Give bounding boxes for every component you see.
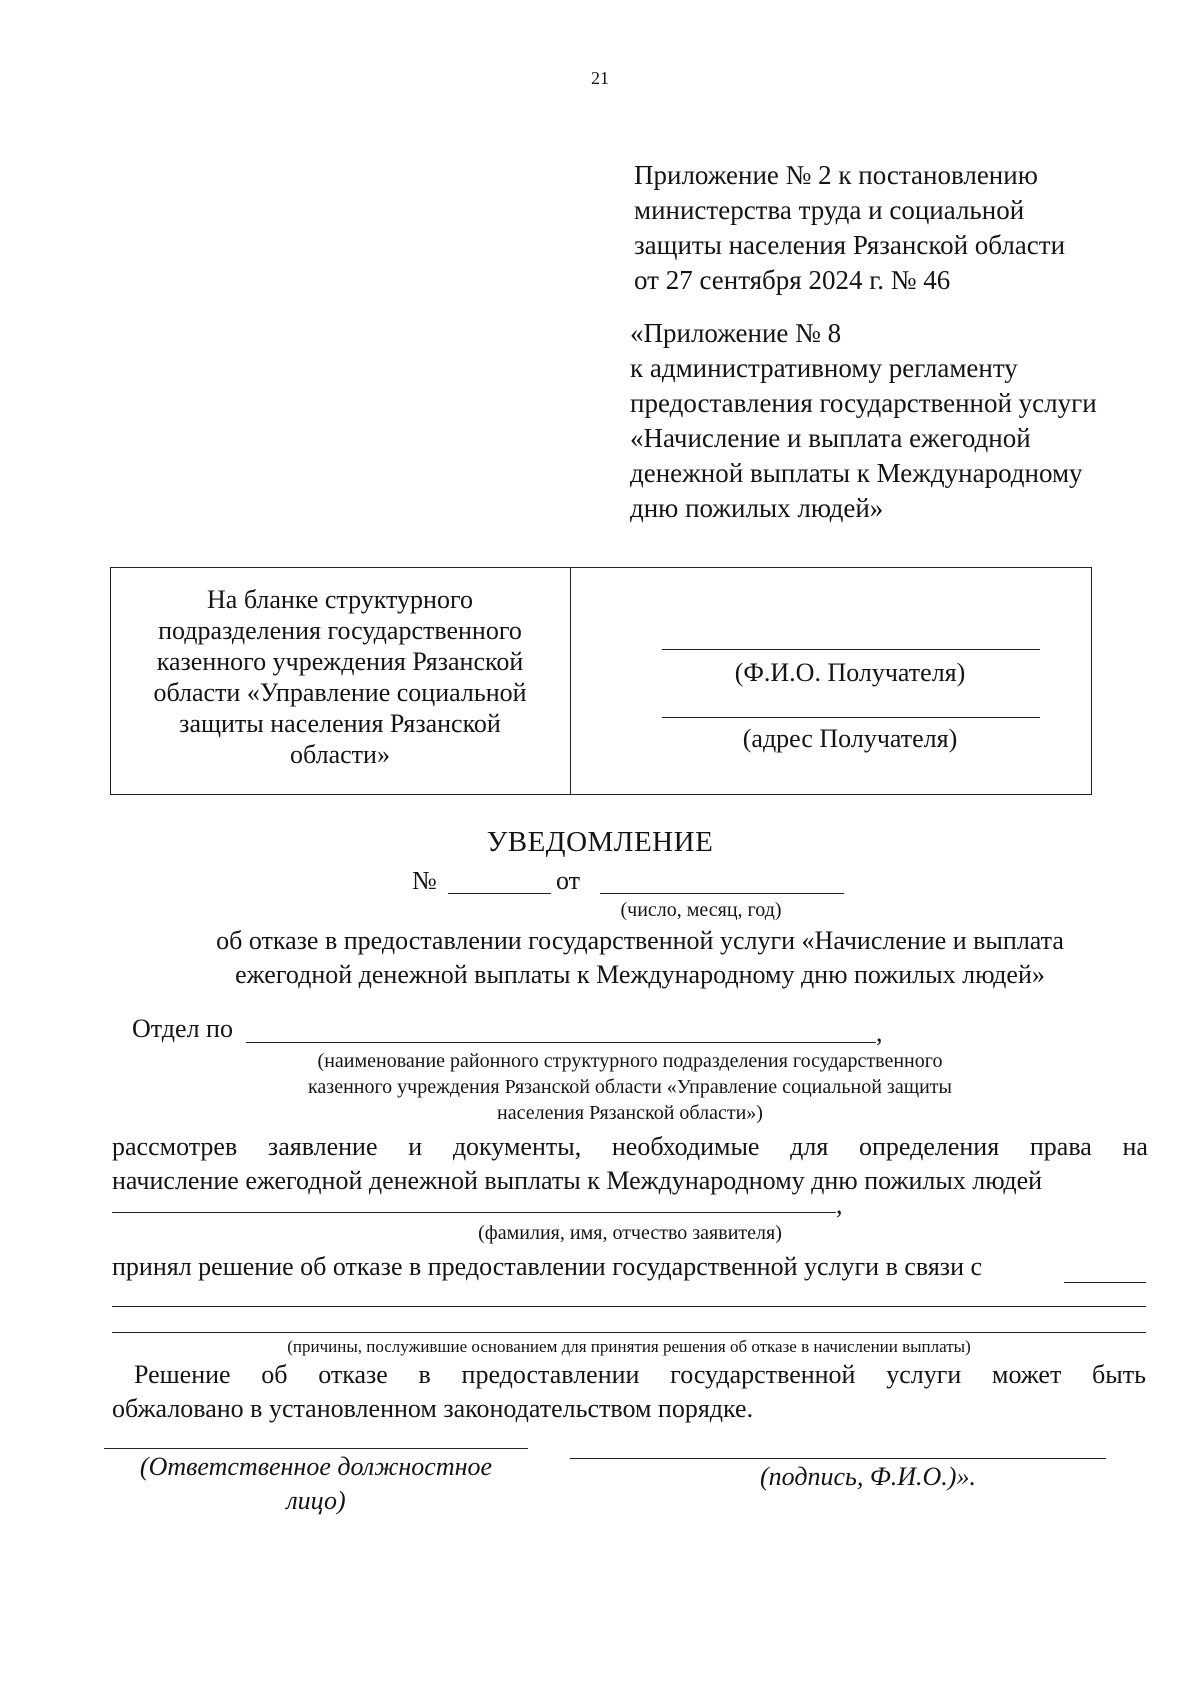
department-label: Отдел по <box>132 1014 233 1043</box>
recipient-address-field[interactable] <box>662 717 1040 718</box>
reason-field-1[interactable] <box>112 1306 1146 1307</box>
signature-field[interactable] <box>570 1458 1106 1459</box>
applicant-comma: , <box>836 1190 843 1219</box>
appendix-8-line: «Начисление и выплата ежегодной <box>630 423 1031 453</box>
appendix-2-header <box>634 158 1065 298</box>
letterhead-line: области «Управление социальной <box>153 678 527 707</box>
appendix-8-header <box>630 316 1097 526</box>
notice-number-label: № <box>412 866 437 895</box>
official-caption-line: лицо) <box>286 1486 346 1515</box>
word: определения <box>859 1132 1000 1161</box>
letterhead-cell <box>114 584 566 770</box>
department-comma: , <box>876 1018 883 1047</box>
appeal-line-1 <box>134 1358 1146 1392</box>
word: для <box>790 1132 829 1161</box>
word: государственной <box>670 1360 856 1389</box>
recipient-address-caption: (адрес Получателя) <box>742 724 958 753</box>
reason-field-2[interactable] <box>112 1332 1146 1333</box>
appendix-2-line: защиты населения Рязанской области <box>634 230 1066 260</box>
letterhead-line: казенного учреждения Рязанской <box>156 647 524 676</box>
word: рассмотрев <box>112 1132 238 1161</box>
letterhead-line: подразделения государственного <box>158 616 522 645</box>
word: Решение <box>134 1360 231 1389</box>
page-number: 21 <box>591 68 609 88</box>
signature-caption: (подпись, Ф.И.О.)». <box>760 1462 976 1491</box>
department-caption-line: казенного учреждения Рязанской области «Управление социальной защиты <box>308 1076 952 1098</box>
appendix-8-line: дню пожилых людей» <box>630 493 884 523</box>
appendix-8-line: предоставления государственной услуги <box>630 388 1097 418</box>
department-caption-line: населения Рязанской области») <box>497 1102 763 1124</box>
table-divider <box>570 567 571 795</box>
letterhead-line: защиты населения Рязанской <box>179 709 501 738</box>
word: услуги <box>886 1360 962 1389</box>
word: может <box>991 1360 1062 1389</box>
word: в <box>418 1360 431 1389</box>
department-caption <box>160 1048 1100 1126</box>
appendix-8-line: «Приложение № 8 <box>630 318 842 348</box>
letterhead-line: области» <box>290 740 390 769</box>
word: необходимые <box>611 1132 760 1161</box>
considered-line-2: начисление ежегодной денежной выплаты к Международному дню пожилых людей <box>112 1166 1043 1195</box>
appendix-8-line: к административному регламенту <box>630 353 1018 383</box>
subject-line: ежегодной денежной выплаты к Международному дню пожилых людей» <box>235 960 1045 989</box>
department-caption-line: (наименование районного структурного подразделения государственного <box>317 1050 943 1072</box>
official-caption <box>104 1450 528 1518</box>
official-field[interactable] <box>104 1448 528 1449</box>
appendix-2-line: министерства труда и социальной <box>634 195 1025 225</box>
word: об <box>261 1360 288 1389</box>
word: заявление <box>267 1132 378 1161</box>
word: документы, <box>452 1132 582 1161</box>
subject-line: об отказе в предоставлении государственной услуги «Начисление и выплата <box>216 926 1064 955</box>
word: отказе <box>318 1360 388 1389</box>
notice-subject <box>0 924 1200 992</box>
applicant-field[interactable] <box>112 1212 836 1213</box>
appendix-2-line: Приложение № 2 к постановлению <box>634 160 1038 190</box>
department-field[interactable] <box>246 1042 876 1043</box>
reasons-caption: (причины, послужившие основанием для принятия решения об отказе в начислении выплаты) <box>287 1337 971 1356</box>
letterhead-line: На бланке структурного <box>207 585 473 614</box>
word: на <box>1122 1132 1148 1161</box>
appendix-2-line: от 27 сентября 2024 г. № 46 <box>634 265 951 295</box>
notice-title: УВЕДОМЛЕНИЕ <box>486 826 714 858</box>
decision-line: принял решение об отказе в предоставлении государственной услуги в связи с <box>112 1252 983 1281</box>
notice-from-label: от <box>556 866 581 895</box>
reason-field-end[interactable] <box>1064 1282 1146 1283</box>
recipient-name-field[interactable] <box>662 649 1040 650</box>
word: и <box>408 1132 423 1161</box>
word: быть <box>1092 1360 1146 1389</box>
date-caption: (число, месяц, год) <box>620 899 782 921</box>
word: права <box>1029 1132 1092 1161</box>
recipient-name-caption: (Ф.И.О. Получателя) <box>734 658 966 687</box>
appendix-8-line: денежной выплаты к Международному <box>630 458 1083 488</box>
appeal-line-2: обжаловано в установленном законодательством порядке. <box>112 1394 754 1423</box>
applicant-caption: (фамилия, имя, отчество заявителя) <box>478 1222 782 1244</box>
official-caption-line: (Ответственное должностное <box>139 1452 493 1481</box>
notice-number-field[interactable] <box>448 893 551 894</box>
notice-date-field[interactable] <box>600 893 844 894</box>
considered-line-1 <box>112 1130 1148 1164</box>
word: предоставлении <box>461 1360 640 1389</box>
